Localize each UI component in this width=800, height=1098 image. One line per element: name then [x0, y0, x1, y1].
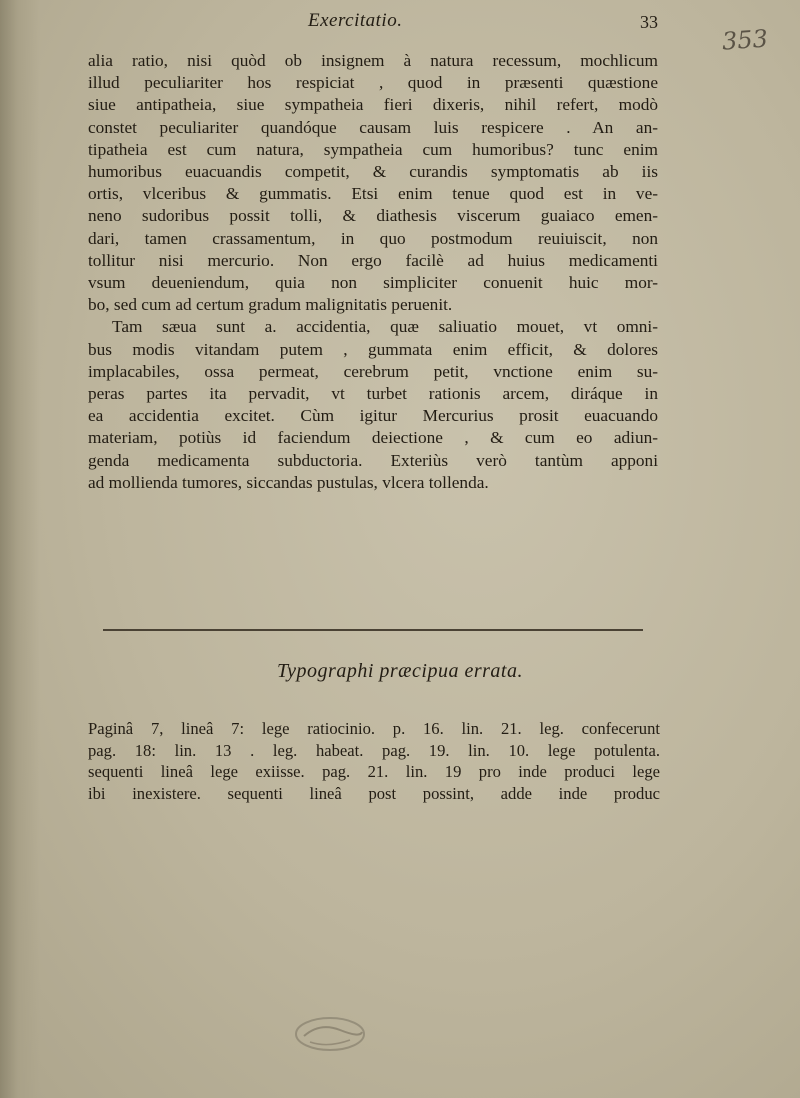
text-line: humoribus euacuandis competit, & curandis symptomatis ab iis	[88, 162, 658, 182]
text-line: constet peculiariter quandóque causam luis respicere . An an-	[88, 117, 658, 137]
errata-line: Paginâ 7, lineâ 7: lege ratiocinio. p. 16. lin. 21. leg. confecerunt	[88, 719, 660, 738]
text-line: peras partes ita pervadit, vt turbet rationis arcem, diráque in	[88, 384, 658, 404]
text-line: illud peculiariter hos respiciat , quod in præsenti quæstione	[88, 73, 658, 93]
text-line: bo, sed cum ad certum gradum malignitatis peruenit.	[88, 295, 453, 315]
text-line: genda medicamenta subductoria. Exteriùs verò tantùm apponi	[88, 450, 658, 470]
main-text-block	[88, 50, 658, 494]
errata-block	[88, 718, 660, 804]
text-line: dari, tamen crassamentum, in quo postmodum reuiuiscit, non	[88, 228, 658, 248]
running-head: Exercitatio.	[308, 10, 403, 31]
errata-line: pag. 18: lin. 13 . leg. habeat. pag. 19. lin. 10. lege potulenta.	[88, 740, 660, 760]
text-line: ea accidentia excitet. Cùm igitur Mercurius prosit euacuando	[88, 406, 658, 426]
text-line: tollitur nisi mercurio. Non ergo facilè ad huius medicamenti	[88, 250, 658, 270]
section-divider	[103, 629, 643, 631]
text-line: bus modis vitandam putem , gummata enim efficit, & dolores	[88, 339, 658, 359]
handwritten-folio-number: 353	[721, 24, 769, 56]
text-line: Tam sæua sunt a. accidentia, quæ saliuatio mouet, vt omni-	[112, 317, 658, 337]
errata-line: sequenti lineâ lege exiisse. pag. 21. lin. 19 pro inde produci lege	[88, 762, 660, 781]
page-number: 33	[640, 12, 658, 32]
faded-library-stamp	[290, 1012, 370, 1056]
text-line: tipatheia est cum natura, sympatheia cum humoribus? tunc enim	[88, 139, 658, 159]
text-line: implacabiles, ossa permeat, cerebrum petit, vnctione enim su-	[88, 361, 658, 381]
text-line: alia ratio, nisi quòd ob insignem à natura recessum, mochlicum	[88, 51, 658, 70]
page-header	[88, 10, 658, 40]
text-line: materiam, potiùs id faciendum deiectione , & cum eo adiun-	[88, 428, 658, 448]
binding-gutter	[0, 0, 40, 1098]
errata-line: ibi inexistere. sequenti lineâ post possint, adde inde produc	[88, 783, 660, 803]
errata-heading: Typographi præcipua errata.	[277, 660, 523, 682]
text-line: neno sudoribus possit tolli, & diathesis viscerum guaiaco emen-	[88, 206, 658, 226]
text-line: siue antipatheia, siue sympatheia fieri dixeris, nihil refert, modò	[88, 95, 658, 115]
text-line: ortis, vlceribus & gummatis. Etsi enim tenue quod est in ve-	[88, 184, 658, 204]
text-line: ad mollienda tumores, siccandas pustulas, vlcera tollenda.	[88, 472, 489, 492]
text-line: vsum deueniendum, quia non simpliciter conuenit huic mor-	[88, 273, 658, 293]
